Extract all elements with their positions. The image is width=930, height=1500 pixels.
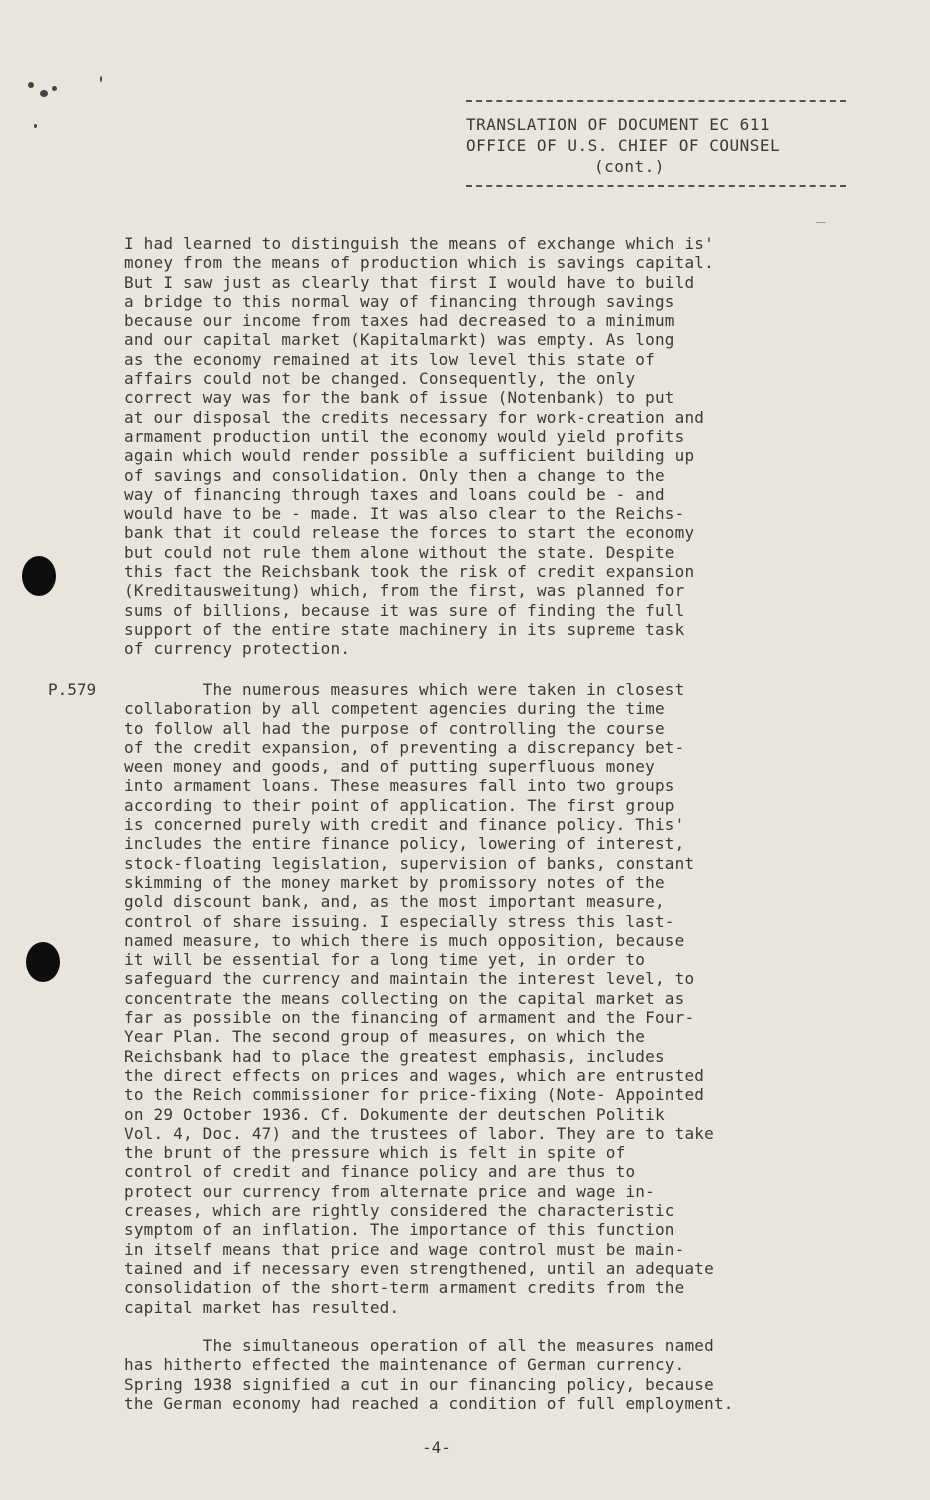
text-line: has hitherto effected the maintenance of German currency. xyxy=(124,1355,685,1375)
text-line: of savings and consolidation. Only then a change to the xyxy=(124,465,665,485)
text-line: to the Reich commissioner for price-fixing (Note- Appointed xyxy=(124,1085,705,1105)
punch-hole xyxy=(22,556,56,596)
text-line: gold discount bank, and, as the most important measure, xyxy=(124,892,665,912)
text-line: creases, which are rightly considered the characteristic xyxy=(124,1201,675,1221)
text-line: at our disposal the credits necessary for work-creation and xyxy=(124,407,705,427)
text-line: ween money and goods, and of putting superfluous money xyxy=(124,757,655,777)
text-line: consolidation of the short-term armament credits from the xyxy=(124,1278,685,1298)
header-line-1: TRANSLATION OF DOCUMENT EC 611 xyxy=(466,115,770,134)
text-line: tained and if necessary even strengthened, until an adequate xyxy=(124,1258,714,1278)
paragraph-3 xyxy=(124,1336,832,1413)
text-line: named measure, to which there is much opposition, because xyxy=(124,930,685,950)
text-line: I had learned to distinguish the means of exchange which is' xyxy=(124,234,714,253)
text-line: concentrate the means collecting on the capital market as xyxy=(124,988,685,1008)
ink-speck xyxy=(34,124,37,128)
ink-speck xyxy=(52,86,57,91)
text-line: on 29 October 1936. Cf. Dokumente der deutschen Politik xyxy=(124,1104,665,1124)
text-line: of the credit expansion, of preventing a discrepancy bet- xyxy=(124,737,685,757)
text-line: sums of billions, because it was sure of finding the full xyxy=(124,600,685,620)
text-line: of currency protection. xyxy=(124,639,351,659)
text-line: way of financing through taxes and loans could be - and xyxy=(124,484,665,504)
text-line: (Kreditausweitung) which, from the first, was planned for xyxy=(124,581,685,601)
text-line: control of credit and finance policy and are thus to xyxy=(124,1162,636,1182)
ink-speck xyxy=(40,90,48,97)
text-line: armament production until the economy would yield profits xyxy=(124,426,685,446)
margin-page-reference: P.579 xyxy=(48,680,97,699)
text-line: to follow all had the purpose of controlling the course xyxy=(124,718,665,738)
text-line: capital market has resulted. xyxy=(124,1297,400,1317)
text-line: Spring 1938 signified a cut in our financing policy, because xyxy=(124,1374,714,1394)
text-line: according to their point of application. The first group xyxy=(124,795,675,815)
punch-hole xyxy=(26,942,60,982)
text-line: skimming of the money market by promissory notes of the xyxy=(124,872,665,892)
paragraph-2 xyxy=(124,680,832,1317)
text-line: Reichsbank had to place the greatest emphasis, includes xyxy=(124,1046,665,1066)
translation-header xyxy=(466,100,846,187)
text-line: the direct effects on prices and wages, which are entrusted xyxy=(124,1065,705,1085)
stray-mark xyxy=(816,222,826,223)
text-line: symptom of an inflation. The importance of this function xyxy=(124,1220,675,1240)
text-line: safeguard the currency and maintain the interest level, to xyxy=(124,969,695,989)
text-line: stock-floating legislation, supervision of banks, constant xyxy=(124,853,695,873)
text-line: again which would render possible a sufficient building up xyxy=(124,446,695,466)
text-line: control of share issuing. I especially stress this last- xyxy=(124,911,675,931)
text-line: in itself means that price and wage control must be main- xyxy=(124,1239,685,1259)
header-rule-bottom xyxy=(466,185,846,187)
text-line: the brunt of the pressure which is felt in spite of xyxy=(124,1143,626,1163)
text-line: affairs could not be changed. Consequently, the only xyxy=(124,369,636,389)
paragraph-1 xyxy=(124,234,832,659)
header-line-3: (cont.) xyxy=(594,157,665,176)
ink-speck xyxy=(100,76,102,82)
text-line: far as possible on the financing of armament and the Four- xyxy=(124,1008,695,1028)
text-line: support of the entire state machinery in its supreme task xyxy=(124,619,685,639)
text-line: the German economy had reached a condition of full employment. xyxy=(124,1393,734,1413)
header-line-2: OFFICE OF U.S. CHIEF OF COUNSEL xyxy=(466,136,781,155)
text-line: Vol. 4, Doc. 47) and the trustees of labor. They are to take xyxy=(124,1123,714,1143)
ink-speck xyxy=(28,82,34,88)
text-line: bank that it could release the forces to start the economy xyxy=(124,523,695,543)
text-line: it will be essential for a long time yet, in order to xyxy=(124,950,646,970)
text-line: correct way was for the bank of issue (Notenbank) to put xyxy=(124,388,675,408)
text-line: a bridge to this normal way of financing through savings xyxy=(124,291,675,311)
text-line: But I saw just as clearly that first I would have to build xyxy=(124,272,695,292)
text-line: because our income from taxes had decreased to a minimum xyxy=(124,311,675,331)
text-line: would have to be - made. It was also clear to the Reichs- xyxy=(124,504,685,524)
text-line: Year Plan. The second group of measures, on which the xyxy=(124,1027,646,1047)
text-line: money from the means of production which is savings capital. xyxy=(124,253,714,273)
text-line: collaboration by all competent agencies during the time xyxy=(124,699,665,719)
text-line: into armament loans. These measures fall into two groups xyxy=(124,776,675,796)
text-line: includes the entire finance policy, lowering of interest, xyxy=(124,834,685,854)
text-line: as the economy remained at its low level this state of xyxy=(124,349,655,369)
text-line: protect our currency from alternate price and wage in- xyxy=(124,1181,655,1201)
text-line: The numerous measures which were taken in closest xyxy=(124,680,685,699)
page-number: -4- xyxy=(422,1438,451,1457)
text-line: but could not rule them alone without the state. Despite xyxy=(124,542,675,562)
text-line: is concerned purely with credit and finance policy. This' xyxy=(124,815,685,835)
text-line: The simultaneous operation of all the measures named xyxy=(124,1336,714,1355)
text-line: and our capital market (Kapitalmarkt) was empty. As long xyxy=(124,330,675,350)
text-line: this fact the Reichsbank took the risk of credit expansion xyxy=(124,562,695,582)
